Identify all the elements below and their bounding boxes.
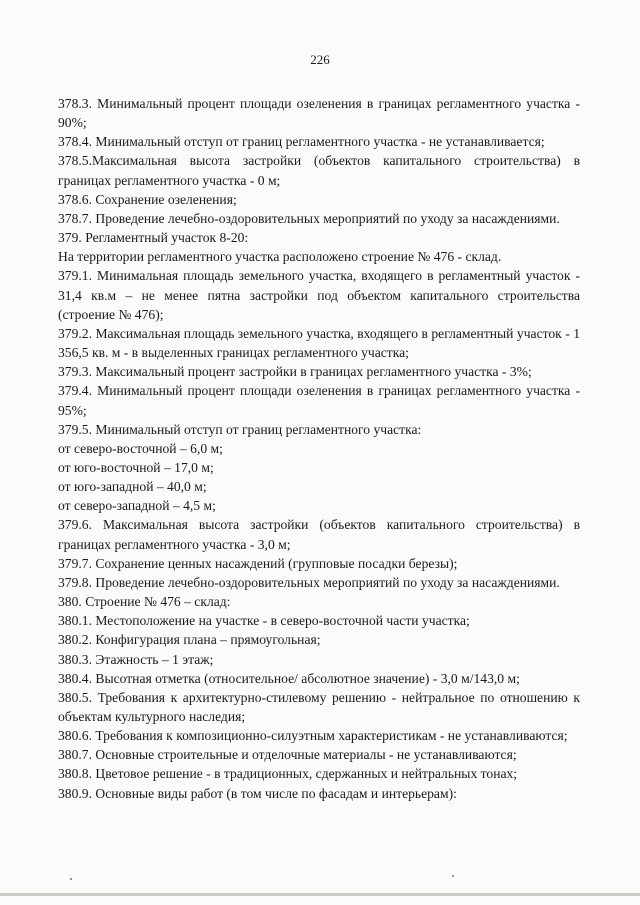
paragraph-380-7: 380.7. Основные строительные и отделочные материалы - не устанавливаются; [58, 747, 517, 763]
paragraph-379-2: 379.2. Максимальная площадь земельного участка, входящего в регламентный участок - 1 356,5 кв. м - в выделенных границах регламентного участка; [58, 325, 580, 361]
setback-southeast: от юго-восточной – 17,0 м; [58, 459, 214, 475]
paragraph-379-7: 379.7. Сохранение ценных насаждений (групповые посадки березы); [58, 555, 458, 571]
paragraph-380-4: 380.4. Высотная отметка (относительное/ абсолютное значение) - 3,0 м/143,0 м; [58, 670, 520, 686]
paragraph-379-3: 379.3. Максимальный процент застройки в границах регламентного участка - 3%; [58, 364, 532, 380]
paragraph-380-9: 380.9. Основные виды работ (в том числе по фасадам и интерьерам): [58, 785, 457, 801]
setback-southwest: от юго-западной – 40,0 м; [58, 479, 207, 495]
paragraph-378-6: 378.6. Сохранение озеленения; [58, 191, 237, 207]
page-number: 226 [310, 52, 330, 67]
document-body [58, 94, 580, 803]
paragraph-379-1: 379.1. Минимальная площадь земельного участка, входящего в регламентный участок - 31,4 кв.м – не менее пятна застройки под объектом капитального строительства (строение № 476); [58, 268, 580, 322]
paragraph-379-intro: На территории регламентного участка расположено строение № 476 - склад. [58, 249, 502, 265]
paragraph-378-7: 378.7. Проведение лечебно-оздоровительных мероприятий по уходу за насаждениями. [58, 210, 560, 226]
scan-bottom-edge [0, 893, 640, 896]
paragraph-380-heading: 380. Строение № 476 – склад: [58, 594, 231, 610]
paragraph-379-6: 379.6. Максимальная высота застройки (объектов капитального строительства) в границах регламентного участка - 3,0 м; [58, 517, 580, 552]
paragraph-379-5: 379.5. Минимальный отступ от границ регламентного участка: [58, 421, 422, 437]
scan-speck [452, 875, 454, 877]
paragraph-380-6: 380.6. Требования к композиционно-силуэтным характеристикам - не устанавливаются; [58, 728, 568, 744]
paragraph-378-5: 378.5.Максимальная высота застройки (объектов капитального строительства) в границах регламентного участка - 0 м; [58, 153, 580, 188]
paragraph-379-8: 379.8. Проведение лечебно-оздоровительных мероприятий по уходу за насаждениями. [58, 574, 560, 590]
paragraph-379-heading: 379. Регламентный участок 8-20: [58, 230, 249, 246]
scan-speck [70, 878, 72, 880]
paragraph-379-4: 379.4. Минимальный процент площади озеленения в границах регламентного участка - 95%; [58, 383, 580, 418]
paragraph-380-2: 380.2. Конфигурация плана – прямоугольная; [58, 632, 321, 648]
setback-northwest: от северо-западной – 4,5 м; [58, 498, 216, 514]
paragraph-380-8: 380.8. Цветовое решение - в традиционных, сдержанных и нейтральных тонах; [58, 766, 518, 782]
setback-northeast: от северо-восточной – 6,0 м; [58, 440, 223, 456]
paragraph-378-4: 378.4. Минимальный отступ от границ регламентного участка - не устанавливается; [58, 134, 545, 150]
paragraph-380-1: 380.1. Местоположение на участке - в северо-восточной части участка; [58, 613, 470, 629]
paragraph-378-3: 378.3. Минимальный процент площади озеленения в границах регламентного участка - 90%; [58, 96, 580, 131]
paragraph-380-5: 380.5. Требования к архитектурно-стилевому решению - нейтральное по отношению к объектам культурного наследия; [58, 689, 580, 724]
paragraph-380-3: 380.3. Этажность – 1 этаж; [58, 651, 214, 667]
